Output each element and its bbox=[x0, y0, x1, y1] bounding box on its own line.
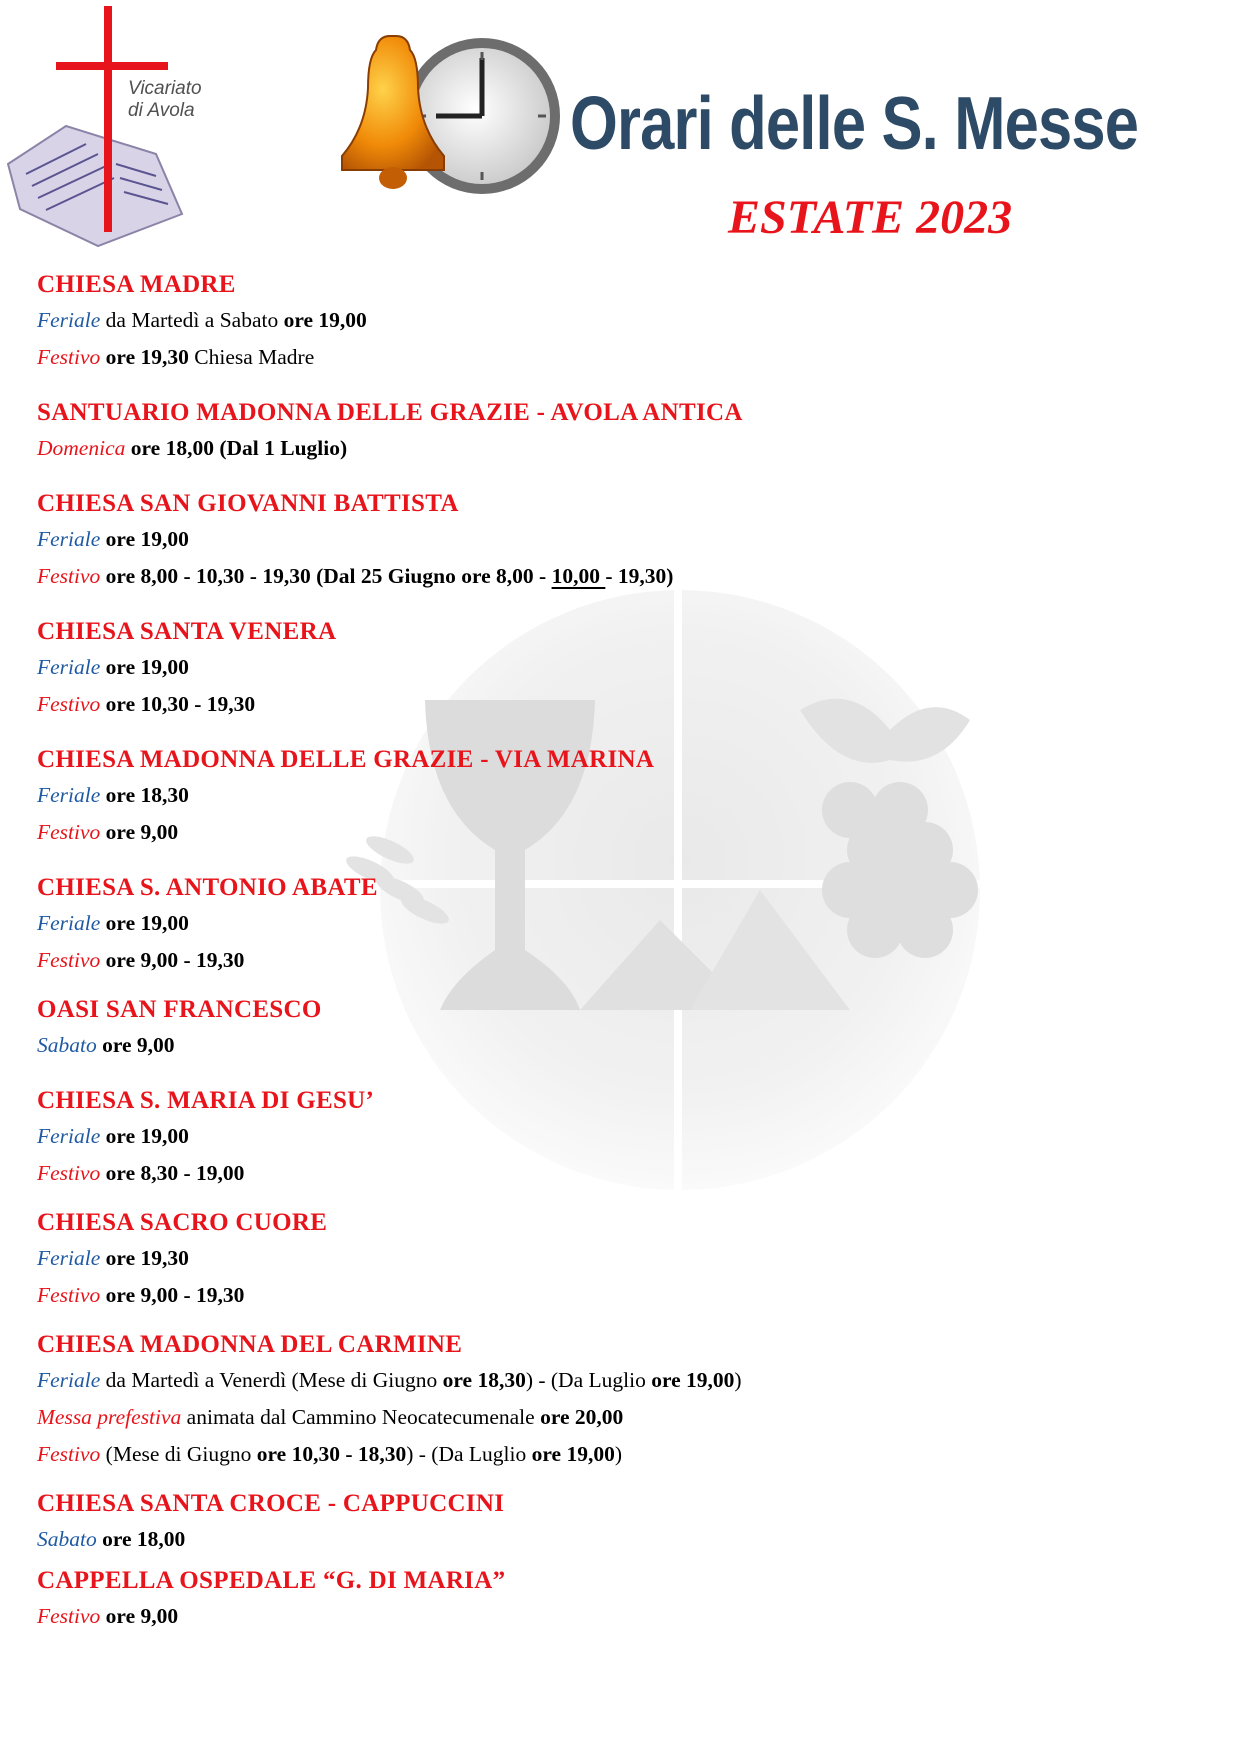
schedule-line bbox=[37, 686, 1217, 723]
church-block bbox=[37, 396, 1217, 467]
schedule-label: Feriale bbox=[37, 1246, 101, 1270]
church-name: SANTUARIO MADONNA DELLE GRAZIE - AVOLA ANTICA bbox=[37, 399, 743, 426]
schedule-time: ore 9,00 - 19,30 bbox=[105, 1283, 245, 1307]
schedule-label: Sabato bbox=[37, 1033, 97, 1057]
schedule-time: ore 10,30 - 18,30 bbox=[256, 1442, 407, 1466]
schedule-line bbox=[37, 1118, 1217, 1155]
church-name: CHIESA SACRO CUORE bbox=[37, 1209, 328, 1236]
church-name: CHIESA MADONNA DELLE GRAZIE - VIA MARINA bbox=[37, 746, 655, 773]
schedule-text: (Mese di Giugno bbox=[100, 1442, 257, 1466]
schedule-text: ) - (Da Luglio bbox=[525, 1368, 652, 1392]
schedule-text: animata dal Cammino Neocatecumenale bbox=[181, 1405, 541, 1429]
church-block bbox=[37, 1328, 1217, 1473]
schedule-line bbox=[37, 302, 1217, 339]
schedule-label: Festivo bbox=[37, 345, 101, 369]
schedule-time: ore 9,00 bbox=[105, 820, 179, 844]
schedule-time: ore 19,00 bbox=[105, 911, 189, 935]
church-block bbox=[37, 487, 1217, 595]
church-name: CHIESA S. MARIA DI GESU’ bbox=[37, 1087, 375, 1114]
logo-text-line2: di Avola bbox=[128, 100, 195, 121]
church-name: CAPPELLA OSPEDALE “G. DI MARIA” bbox=[37, 1567, 506, 1594]
schedule-time: ore 18,30 bbox=[105, 783, 189, 807]
page-title: Orari delle S. Messe bbox=[570, 81, 1139, 165]
schedule-label: Feriale bbox=[37, 655, 101, 679]
schedule-label: Feriale bbox=[37, 1368, 101, 1392]
schedule-time: ore 19,00 bbox=[105, 527, 189, 551]
schedule-line bbox=[37, 905, 1217, 942]
schedule-line bbox=[37, 814, 1217, 851]
schedule-text: ) bbox=[614, 1442, 622, 1466]
schedule-time-underlined: 10,00 bbox=[551, 564, 606, 588]
church-name: OASI SAN FRANCESCO bbox=[37, 996, 322, 1023]
schedule-line bbox=[37, 1155, 1217, 1192]
schedule-line bbox=[37, 1399, 1217, 1436]
schedule-line bbox=[37, 1362, 1217, 1399]
schedule-line bbox=[37, 1240, 1217, 1277]
schedule-label: Festivo bbox=[37, 1283, 101, 1307]
church-name: CHIESA SANTA CROCE - CAPPUCCINI bbox=[37, 1490, 505, 1517]
schedule-label: Festivo bbox=[37, 1442, 101, 1466]
church-name: CHIESA MADONNA DEL CARMINE bbox=[37, 1331, 463, 1358]
schedule-time: ore 9,00 - 19,30 bbox=[105, 948, 245, 972]
schedule-label: Festivo bbox=[37, 1161, 101, 1185]
mass-schedule bbox=[37, 268, 1217, 1635]
schedule-text: da Martedì a Sabato bbox=[100, 308, 284, 332]
church-block bbox=[37, 1487, 1217, 1558]
schedule-time: ore 18,00 bbox=[102, 1527, 186, 1551]
schedule-time: ore 19,30 bbox=[105, 345, 189, 369]
schedule-label: Feriale bbox=[37, 308, 101, 332]
schedule-time: ore 9,00 bbox=[102, 1033, 175, 1057]
schedule-time: - 19,30) bbox=[605, 564, 674, 588]
vicariato-logo-icon bbox=[6, 4, 220, 254]
bell-clock-icon bbox=[332, 28, 564, 206]
schedule-line bbox=[37, 339, 1217, 376]
schedule-label: Festivo bbox=[37, 564, 101, 588]
schedule-time: ore 19,00 bbox=[105, 655, 189, 679]
schedule-line bbox=[37, 1277, 1217, 1314]
schedule-text: Chiesa Madre bbox=[188, 345, 315, 369]
church-name: CHIESA S. ANTONIO ABATE bbox=[37, 874, 378, 901]
schedule-line bbox=[37, 521, 1217, 558]
schedule-time: ore 10,30 - 19,30 bbox=[105, 692, 256, 716]
church-name: CHIESA SAN GIOVANNI BATTISTA bbox=[37, 490, 459, 517]
schedule-time: ore 19,00 bbox=[531, 1442, 615, 1466]
schedule-label: Festivo bbox=[37, 1604, 101, 1628]
schedule-line bbox=[37, 649, 1217, 686]
schedule-label: Feriale bbox=[37, 911, 101, 935]
schedule-time: ore 19,00 bbox=[283, 308, 367, 332]
schedule-label: Feriale bbox=[37, 527, 101, 551]
schedule-line bbox=[37, 1598, 1217, 1635]
church-name: CHIESA SANTA VENERA bbox=[37, 618, 337, 645]
schedule-line bbox=[37, 942, 1217, 979]
church-block bbox=[37, 268, 1217, 376]
schedule-label: Festivo bbox=[37, 948, 101, 972]
schedule-label: Feriale bbox=[37, 1124, 101, 1148]
schedule-line bbox=[37, 558, 1217, 595]
schedule-time: ore 19,30 bbox=[105, 1246, 189, 1270]
schedule-line bbox=[37, 1521, 1217, 1558]
logo-text-line1: Vicariato bbox=[128, 78, 202, 99]
schedule-time: ore 19,00 bbox=[105, 1124, 189, 1148]
church-block bbox=[37, 743, 1217, 851]
schedule-label: Sabato bbox=[37, 1527, 97, 1551]
schedule-time: ore 19,00 bbox=[651, 1368, 735, 1392]
schedule-line bbox=[37, 1027, 1217, 1064]
schedule-label: Festivo bbox=[37, 692, 101, 716]
schedule-line bbox=[37, 777, 1217, 814]
schedule-time: ore 20,00 bbox=[540, 1405, 624, 1429]
church-block bbox=[37, 1084, 1217, 1192]
schedule-text: da Martedì a Venerdì (Mese di Giugno bbox=[100, 1368, 443, 1392]
church-name: CHIESA MADRE bbox=[37, 271, 236, 298]
schedule-text: ) bbox=[734, 1368, 742, 1392]
logo-caption bbox=[128, 78, 202, 122]
church-block bbox=[37, 871, 1217, 979]
schedule-time: ore 9,00 bbox=[105, 1604, 179, 1628]
schedule-label: Festivo bbox=[37, 820, 101, 844]
season-subtitle: ESTATE 2023 bbox=[728, 191, 1013, 244]
schedule-line bbox=[37, 1436, 1217, 1473]
church-block bbox=[37, 1564, 1217, 1635]
schedule-time: ore 18,00 (Dal 1 Luglio) bbox=[130, 436, 348, 460]
church-block bbox=[37, 615, 1217, 723]
schedule-text: ) - (Da Luglio bbox=[406, 1442, 532, 1466]
schedule-label: Feriale bbox=[37, 783, 101, 807]
schedule-time: ore 18,30 bbox=[442, 1368, 526, 1392]
schedule-line bbox=[37, 430, 1217, 467]
schedule-label: Domenica bbox=[37, 436, 126, 460]
church-block bbox=[37, 1206, 1217, 1314]
church-block bbox=[37, 993, 1217, 1064]
schedule-label: Messa prefestiva bbox=[37, 1405, 182, 1429]
schedule-time: ore 8,00 - 10,30 - 19,30 (Dal 25 Giugno ore 8,00 - bbox=[105, 564, 552, 588]
schedule-time: ore 8,30 - 19,00 bbox=[105, 1161, 245, 1185]
page-header bbox=[0, 0, 1240, 260]
